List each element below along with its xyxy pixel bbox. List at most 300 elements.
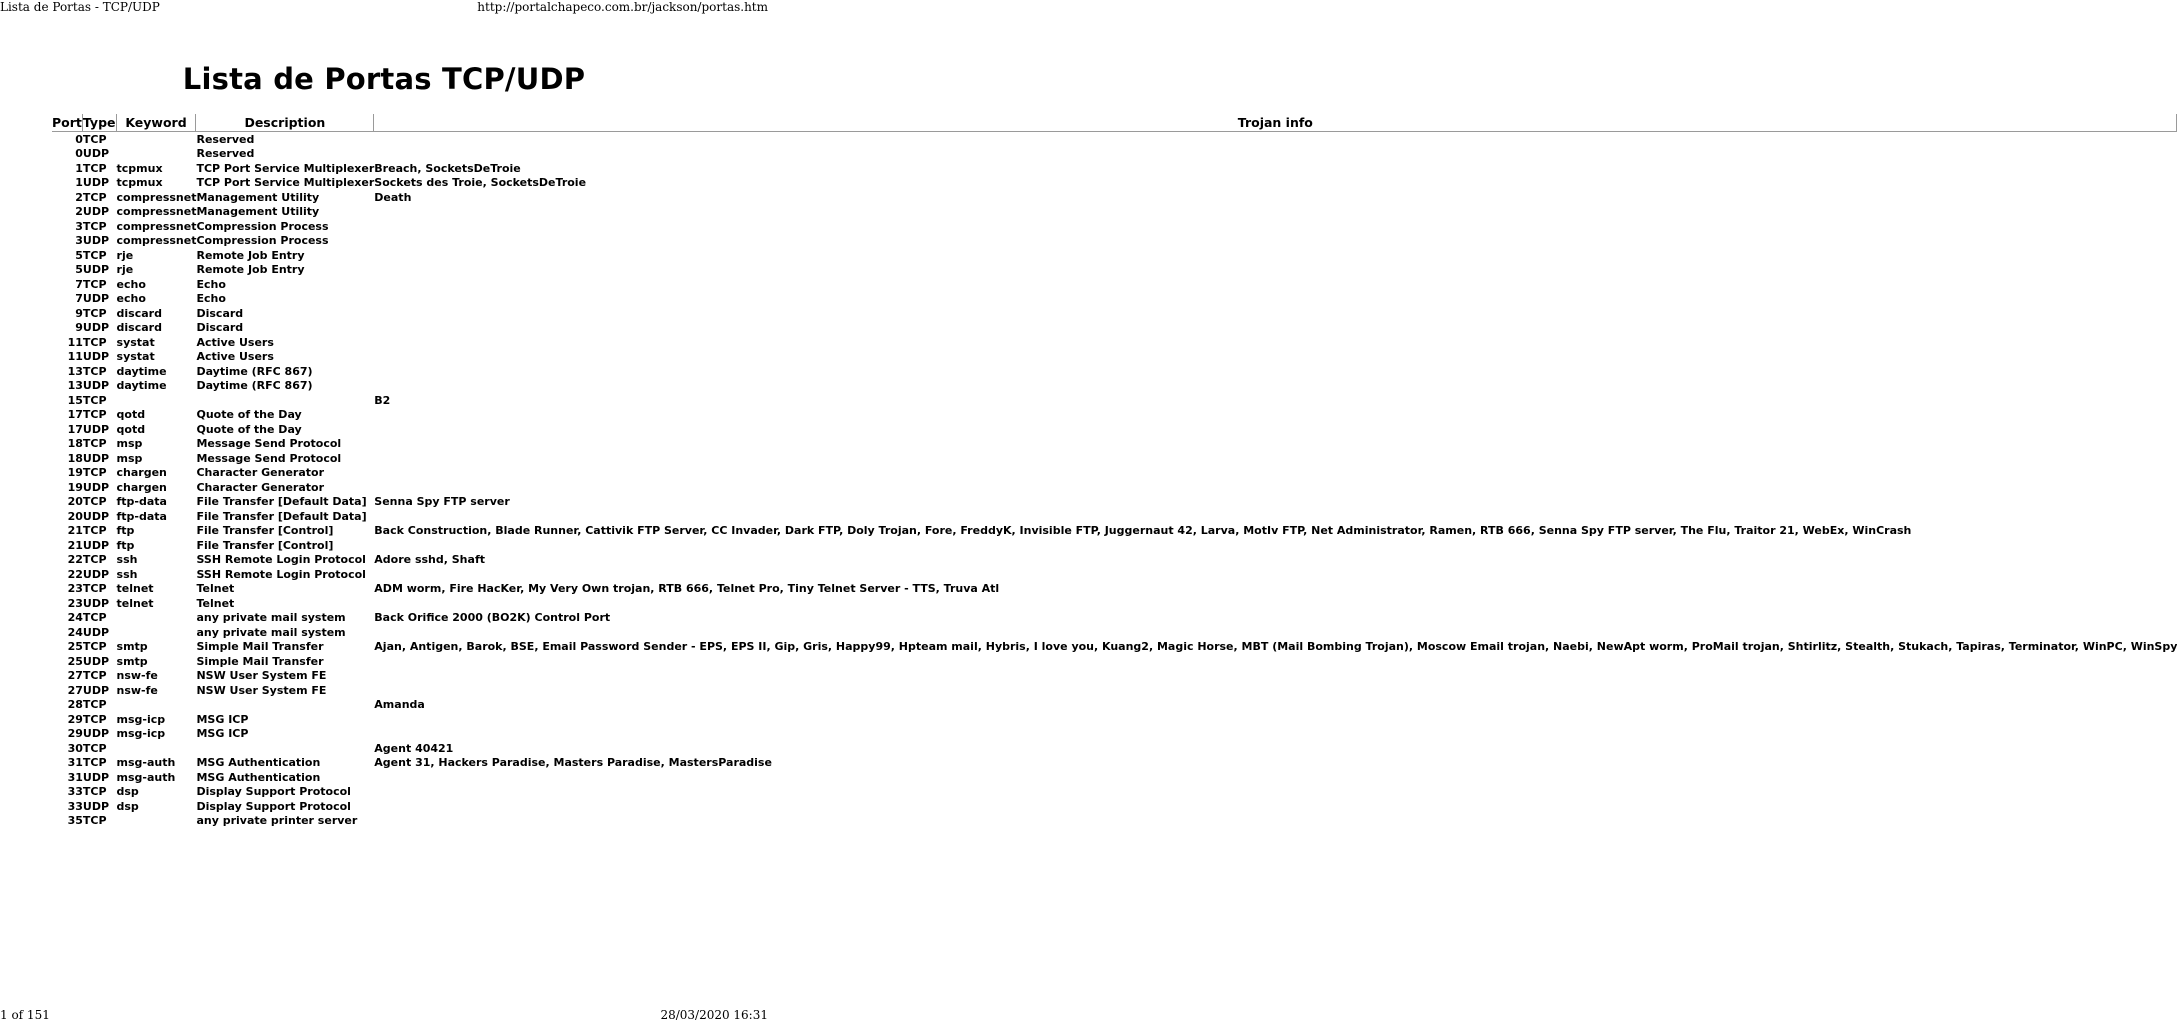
cell-port: 24 [67,625,83,639]
cell-type: UDP [82,292,110,305]
cell-description: SSH Remote Login Protocol [196,567,366,581]
cell-trojan-info [374,625,2177,640]
cell-keyword: nsw-fe [116,683,158,697]
cell-description: File Transfer [Default Data] [196,509,367,523]
cell-keyword: smtp [116,640,148,653]
cell-keyword [117,698,197,713]
cell-type: TCP [82,277,107,291]
cell-trojan-info [374,263,2177,278]
cell-port: 0 [75,132,83,146]
cell-type: UDP [82,509,110,523]
table-row [52,480,2177,495]
cell-description: Echo [196,292,226,305]
cell-port: 28 [67,698,83,711]
cell-port: 30 [67,741,83,755]
cell-description: MSG Authentication [196,756,321,769]
cell-keyword: echo [116,277,146,291]
cell-port: 21 [67,538,83,552]
cell-trojan-info [374,799,2177,814]
cell-type: UDP [82,147,110,160]
table-row [52,698,2177,713]
cell-type: TCP [82,161,107,175]
cell-trojan-info [374,408,2177,423]
cell-keyword: rje [116,263,134,276]
cell-type: TCP [82,190,107,204]
cell-keyword: rje [116,248,134,262]
table-row [52,408,2177,423]
cell-description: Quote of the Day [196,422,302,436]
table-row [52,553,2177,568]
table-row [52,814,2177,829]
cell-type: UDP [82,596,110,610]
cell-trojan-info [374,509,2177,524]
cell-type: TCP [82,524,107,537]
cell-description: Message Send Protocol [196,437,342,450]
cell-port: 19 [67,480,83,494]
cell-keyword: chargen [116,466,167,479]
cell-description: Display Support Protocol [196,785,351,798]
cell-description: Simple Mail Transfer [196,640,324,653]
table-row [52,277,2177,292]
page-title: Lista de Portas TCP/UDP [182,62,586,96]
cell-type: TCP [82,335,107,349]
table-row [52,161,2177,176]
cell-port: 11 [67,350,83,363]
cell-trojan-info: Back Orifice 2000 (BO2K) Control Port [374,611,611,624]
cell-type: UDP [82,176,110,189]
cell-type: UDP [82,770,110,784]
cell-port: 1 [75,161,83,175]
cell-description: Discard [196,321,244,334]
cell-type: TCP [82,408,107,421]
cell-type: UDP [82,654,110,668]
cell-trojan-info [374,379,2177,394]
cell-port: 5 [75,248,83,262]
table-row [52,538,2177,553]
cell-keyword [117,741,197,756]
ports-table-container [52,114,2177,828]
cell-port: 11 [67,335,83,349]
table-row [52,335,2177,350]
cell-keyword: daytime [116,379,167,392]
cell-trojan-info [374,321,2177,336]
cell-trojan-info: B2 [374,393,391,407]
cell-keyword: echo [116,292,146,305]
cell-description: Daytime (RFC 867) [196,364,313,378]
cell-description: TCP Port Service Multiplexer [196,176,375,189]
source-url: http://portalchapeco.com.br/jackson/portas.htm [477,0,768,14]
ports-table [52,114,2177,828]
cell-description: any private printer server [196,814,358,827]
cell-port: 3 [75,219,83,233]
cell-keyword: ssh [116,567,138,581]
cell-type: TCP [82,712,107,726]
cell-port: 17 [67,422,83,436]
cell-trojan-info [374,437,2177,452]
cell-port: 7 [75,292,83,305]
cell-trojan-info [374,132,2177,147]
cell-type: TCP [82,698,107,711]
cell-description: SSH Remote Login Protocol [196,553,366,566]
column-header-keyword: Keyword [117,114,197,132]
cell-description: Remote Job Entry [196,263,305,276]
table-row [52,219,2177,234]
cell-keyword [117,611,197,626]
cell-trojan-info: Senna Spy FTP server [374,495,510,508]
cell-port: 22 [67,553,83,566]
cell-port: 1 [75,176,83,189]
cell-keyword [117,625,197,640]
cell-port: 13 [67,364,83,378]
cell-keyword: tcpmux [116,161,163,175]
cell-port: 3 [75,234,83,247]
cell-port: 20 [67,495,83,508]
table-row [52,669,2177,684]
table-row [52,147,2177,162]
cell-type: TCP [82,756,107,769]
cell-port: 18 [67,451,83,465]
cell-trojan-info [374,538,2177,553]
cell-description: any private mail system [196,625,346,639]
cell-type: UDP [82,321,110,334]
table-row [52,350,2177,365]
table-row [52,596,2177,611]
table-body [52,132,2177,828]
cell-type: UDP [82,234,110,247]
table-row [52,785,2177,800]
table-row [52,248,2177,263]
table-header-row [52,114,2177,132]
cell-port: 24 [67,611,83,624]
cell-keyword [117,393,197,408]
cell-keyword: qotd [116,408,146,421]
cell-description: File Transfer [Control] [196,524,334,537]
cell-port: 20 [67,509,83,523]
cell-description: MSG Authentication [196,770,321,784]
cell-type: UDP [82,422,110,436]
table-row [52,292,2177,307]
cell-keyword: msg-auth [116,770,176,784]
cell-description [196,741,374,756]
cell-keyword: compressnet [116,190,197,204]
cell-trojan-info: Breach, SocketsDeTroie [374,161,521,175]
cell-keyword: systat [116,350,155,363]
cell-type: TCP [82,132,107,146]
cell-trojan-info: Amanda [374,698,425,711]
cell-type: TCP [82,669,107,682]
table-row [52,727,2177,742]
cell-trojan-info [374,350,2177,365]
print-footer [0,1008,768,1024]
cell-type: TCP [82,219,107,233]
table-row [52,611,2177,626]
cell-type: UDP [82,625,110,639]
cell-description: File Transfer [Control] [196,538,334,552]
cell-port: 29 [67,727,83,740]
cell-trojan-info [374,814,2177,829]
column-header-type: Type [82,115,116,130]
cell-trojan-info [374,306,2177,321]
cell-port: 31 [67,770,83,784]
table-row [52,234,2177,249]
cell-port: 21 [67,524,83,537]
cell-trojan-info [374,683,2177,698]
cell-description: Telnet [196,582,235,595]
cell-type: UDP [82,538,110,552]
cell-port: 33 [67,799,83,813]
cell-keyword: discard [116,306,162,320]
table-row [52,393,2177,408]
table-row [52,770,2177,785]
cell-type: TCP [82,437,107,450]
cell-keyword [117,132,197,147]
cell-trojan-info [374,466,2177,481]
cell-port: 35 [67,814,83,827]
cell-port: 22 [67,567,83,581]
cell-trojan-info [374,219,2177,234]
cell-keyword: telnet [116,582,154,595]
cell-description: any private mail system [196,611,346,624]
cell-description: Active Users [196,350,274,363]
table-row [52,205,2177,220]
cell-port: 33 [67,785,83,798]
cell-description: Discard [196,306,244,320]
cell-trojan-info [374,335,2177,350]
cell-type: UDP [82,350,110,363]
cell-port: 27 [67,683,83,697]
cell-trojan-info [374,596,2177,611]
cell-port: 0 [75,147,83,160]
cell-description: Management Utility [196,205,320,218]
cell-type: TCP [82,495,107,508]
cell-description [196,393,374,408]
table-row [52,756,2177,771]
cell-type: UDP [82,727,110,740]
cell-type: UDP [82,799,110,813]
cell-port: 17 [67,408,83,421]
cell-keyword: tcpmux [116,176,163,189]
cell-description: Simple Mail Transfer [196,654,324,668]
table-row [52,451,2177,466]
cell-keyword [117,147,197,162]
table-row [52,683,2177,698]
column-header-trojan-info: Trojan info [374,114,2177,132]
cell-keyword: msp [116,437,143,450]
table-row [52,132,2177,147]
cell-description: Remote Job Entry [196,248,305,262]
cell-trojan-info: Death [374,190,412,204]
cell-trojan-info [374,277,2177,292]
cell-type: TCP [82,785,107,798]
cell-trojan-info [374,785,2177,800]
table-row [52,306,2177,321]
cell-keyword: ssh [116,553,138,566]
cell-type: TCP [82,582,107,595]
cell-trojan-info: Adore sshd, Shaft [374,553,485,566]
cell-trojan-info: Sockets des Troie, SocketsDeTroie [374,176,587,189]
cell-description: MSG ICP [196,712,249,726]
cell-port: 13 [67,379,83,392]
cell-keyword: ftp-data [116,495,167,508]
cell-trojan-info [374,205,2177,220]
cell-keyword: ftp-data [116,509,167,523]
cell-trojan-info [374,567,2177,582]
cell-keyword: ftp [116,538,135,552]
table-row [52,524,2177,539]
cell-keyword: smtp [116,654,148,668]
cell-type: TCP [82,248,107,262]
cell-type: TCP [82,306,107,320]
cell-description: Reserved [196,147,255,160]
table-row [52,799,2177,814]
cell-trojan-info [374,364,2177,379]
table-row [52,437,2177,452]
table-row [52,263,2177,278]
document-title: Lista de Portas - TCP/UDP [0,0,160,14]
cell-keyword: compressnet [116,219,197,233]
cell-type: UDP [82,683,110,697]
column-header-description: Description [196,114,374,132]
table-row [52,509,2177,524]
cell-keyword [117,814,197,829]
table-row [52,625,2177,640]
table-row [52,321,2177,336]
cell-description: Reserved [196,132,255,146]
cell-keyword: systat [116,335,155,349]
table-row [52,567,2177,582]
cell-keyword: dsp [116,785,139,798]
table-row [52,379,2177,394]
cell-keyword: compressnet [116,234,197,247]
cell-trojan-info: Agent 31, Hackers Paradise, Masters Paradise, MastersParadise [374,756,772,769]
cell-type: TCP [82,611,107,624]
cell-port: 7 [75,277,83,291]
cell-description: File Transfer [Default Data] [196,495,367,508]
cell-trojan-info [374,669,2177,684]
cell-keyword: msg-auth [116,756,176,769]
print-datetime: 28/03/2020 16:31 [660,1008,768,1022]
cell-description: Compression Process [196,234,329,247]
cell-port: 18 [67,437,83,450]
cell-type: TCP [82,553,107,566]
table-row [52,640,2177,655]
cell-description: Display Support Protocol [196,799,351,813]
cell-trojan-info: ADM worm, Fire HacKer, My Very Own trojan, RTB 666, Telnet Pro, Tiny Telnet Server - TTS, Truva Atl [374,582,1000,595]
cell-trojan-info [374,770,2177,785]
table-row [52,422,2177,437]
page-counter: 1 of 151 [0,1008,50,1022]
cell-port: 9 [75,306,83,320]
cell-port: 29 [67,712,83,726]
cell-keyword: daytime [116,364,167,378]
cell-trojan-info [374,712,2177,727]
cell-description: Message Send Protocol [196,451,342,465]
cell-trojan-info [374,248,2177,263]
table-row [52,466,2177,481]
table-row [52,712,2177,727]
table-row [52,741,2177,756]
cell-port: 2 [75,190,83,204]
cell-description: TCP Port Service Multiplexer [196,161,375,175]
cell-keyword: msp [116,451,143,465]
cell-port: 25 [67,640,83,653]
cell-keyword: compressnet [116,205,197,218]
cell-type: TCP [82,393,107,407]
cell-description: Echo [196,277,226,291]
cell-port: 15 [67,393,83,407]
cell-type: UDP [82,451,110,465]
cell-keyword: telnet [116,596,154,610]
cell-type: TCP [82,814,107,827]
table-row [52,190,2177,205]
cell-description: Character Generator [196,480,325,494]
cell-trojan-info [374,147,2177,162]
cell-description: Telnet [196,596,235,610]
cell-keyword: msg-icp [116,727,166,740]
cell-trojan-info [374,422,2177,437]
cell-keyword: msg-icp [116,712,166,726]
cell-port: 23 [67,582,83,595]
cell-trojan-info: Ajan, Antigen, Barok, BSE, Email Password Sender - EPS, EPS II, Gip, Gris, Happy99, Hpteam mail, Hybris, I love you, Kuang2, Magic Horse, MBT (Mail Bombing Trojan), Moscow Email trojan, Naebi, NewApt worm, ProMail trojan, Shtirlitz, Stealth, Stukach, Tapiras, Terminator, WinPC, WinSpy [374,640,2177,653]
print-header [0,0,768,16]
cell-type: UDP [82,263,110,276]
cell-trojan-info: Agent 40421 [374,741,454,755]
cell-keyword: qotd [116,422,146,436]
cell-type: TCP [82,364,107,378]
cell-port: 2 [75,205,83,218]
cell-keyword: discard [116,321,162,334]
cell-trojan-info [374,480,2177,495]
table-row [52,654,2177,669]
cell-description: Daytime (RFC 867) [196,379,313,392]
cell-port: 19 [67,466,83,479]
cell-port: 31 [67,756,83,769]
table-row [52,176,2177,191]
column-header-port: Port [52,115,82,130]
cell-description: Quote of the Day [196,408,302,421]
cell-description: Character Generator [196,466,325,479]
cell-type: UDP [82,205,110,218]
cell-type: UDP [82,379,110,392]
cell-keyword: chargen [116,480,167,494]
cell-type: TCP [82,741,107,755]
cell-description: NSW User System FE [196,669,327,682]
cell-type: TCP [82,640,107,653]
table-row [52,582,2177,597]
cell-port: 5 [75,263,83,276]
cell-description: NSW User System FE [196,683,327,697]
cell-port: 9 [75,321,83,334]
cell-type: UDP [82,480,110,494]
cell-type: UDP [82,567,110,581]
cell-description: Active Users [196,335,274,349]
cell-port: 23 [67,596,83,610]
cell-trojan-info [374,727,2177,742]
cell-keyword: nsw-fe [116,669,158,682]
cell-keyword: dsp [116,799,139,813]
cell-trojan-info [374,654,2177,669]
cell-description: Management Utility [196,190,320,204]
cell-description: MSG ICP [196,727,249,740]
cell-trojan-info [374,292,2177,307]
cell-trojan-info: Back Construction, Blade Runner, Cattivik FTP Server, CC Invader, Dark FTP, Doly Trojan, Fore, FreddyK, Invisible FTP, Juggernaut 42, Larva, MotIv FTP, Net Administrator, Ramen, RTB 666, Senna Spy FTP server, The Flu, Traitor 21, WebEx, WinCrash [374,524,1912,537]
cell-description [196,698,374,713]
cell-description: Compression Process [196,219,329,233]
table-row [52,364,2177,379]
cell-keyword: ftp [116,524,135,537]
cell-type: TCP [82,466,107,479]
cell-port: 27 [67,669,83,682]
